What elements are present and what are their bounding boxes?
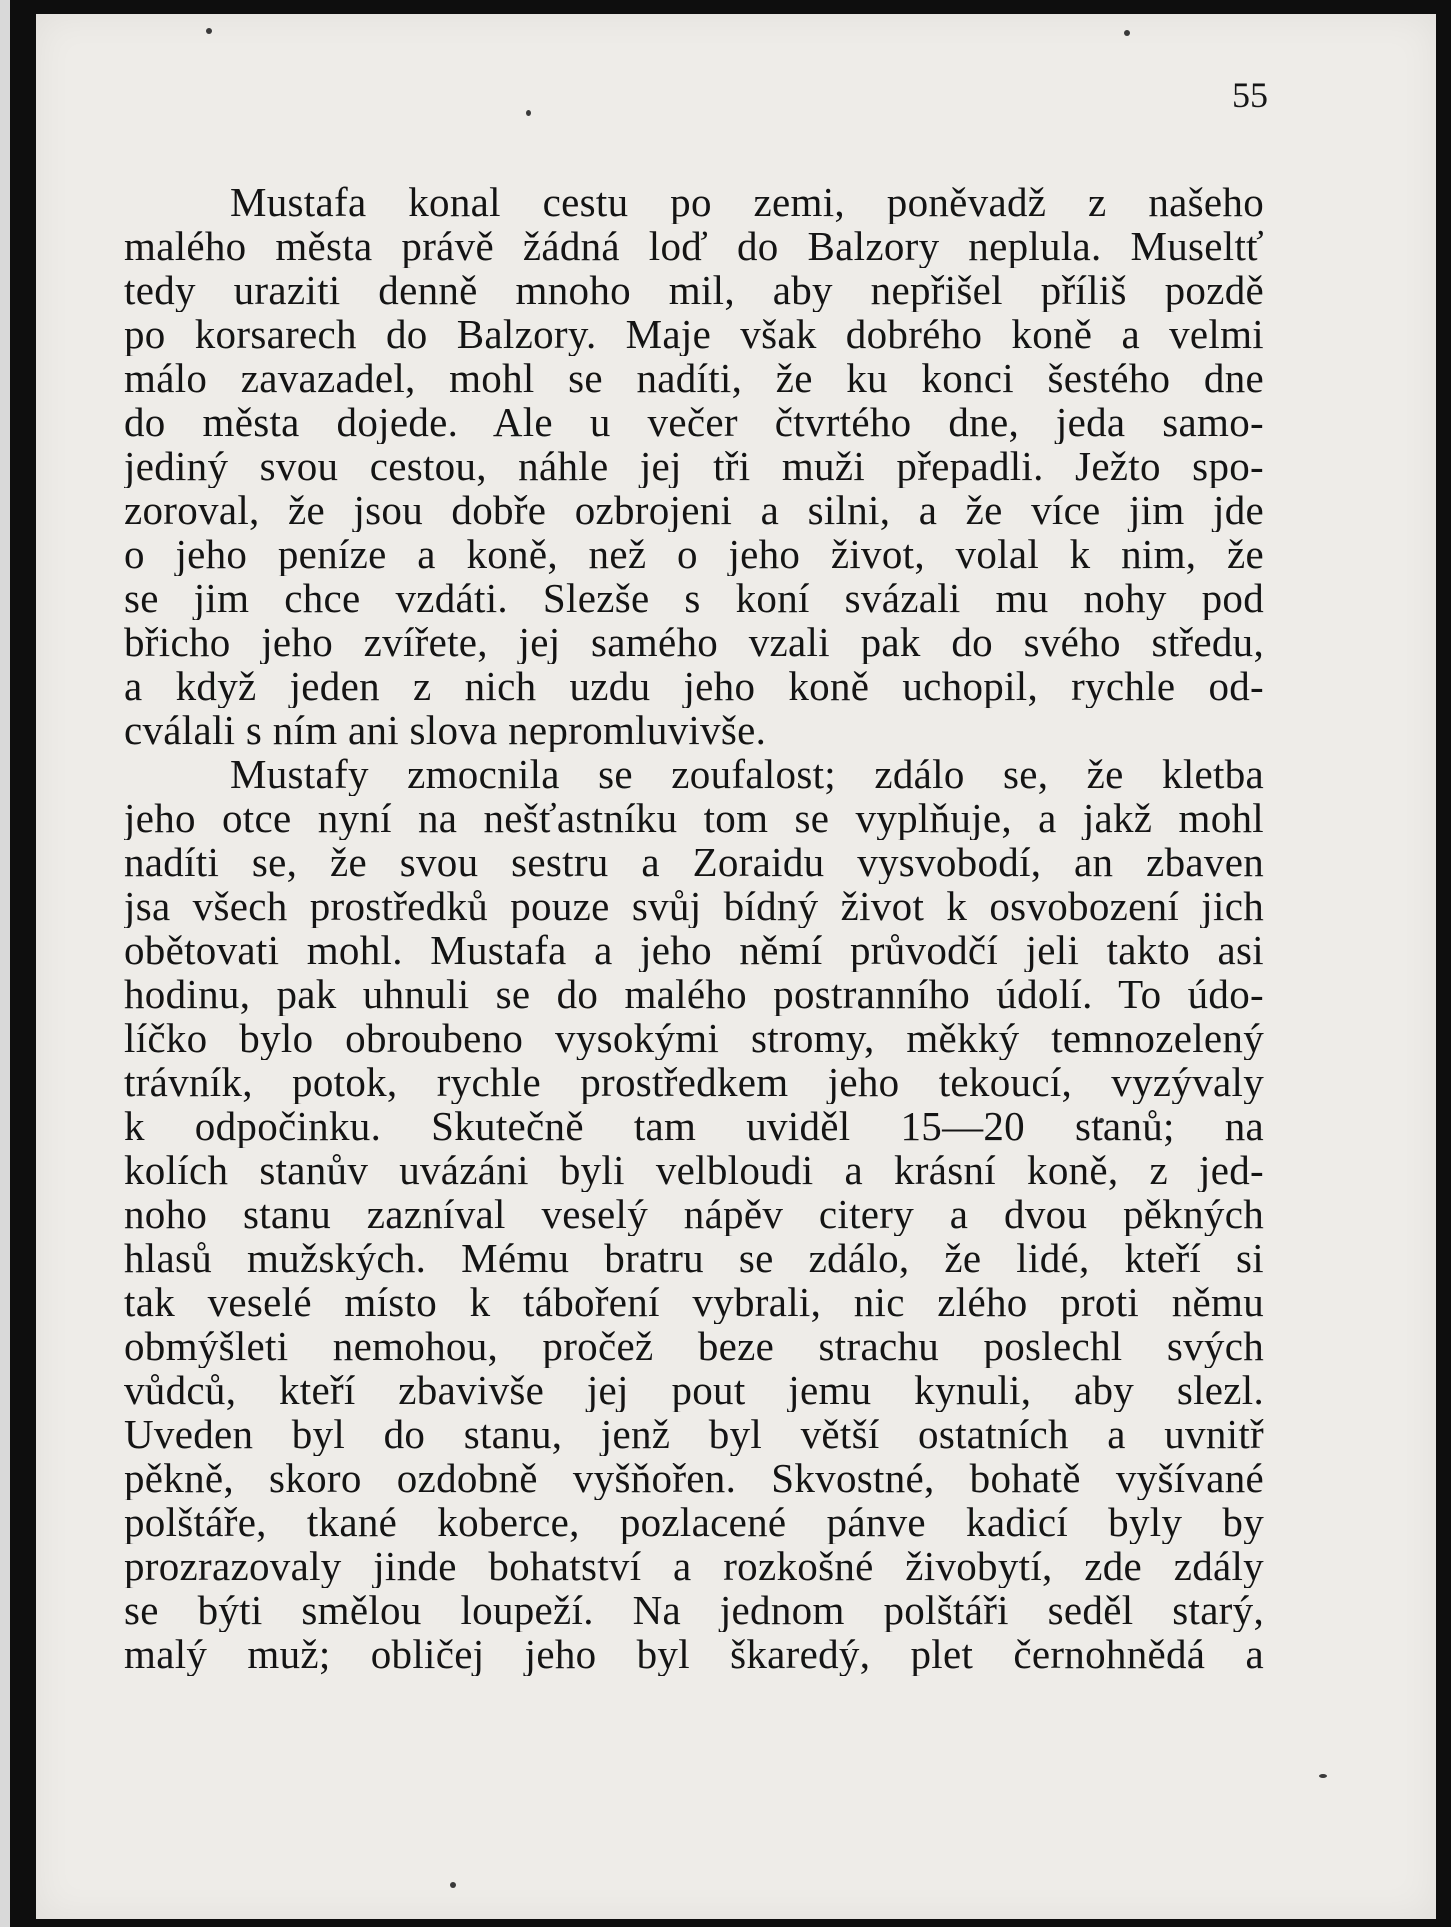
text-line: se býti smělou loupeží. Na jednom polštáři seděl starý, [124, 1588, 1264, 1632]
text-line: malého města právě žádná loď do Balzory neplula. Museltť [124, 224, 1264, 268]
text-line: do města dojede. Ale u večer čtvrtého dne, jeda samo- [124, 400, 1264, 444]
dust-speck [526, 110, 531, 116]
paragraph [124, 180, 1264, 752]
text-line: a když jeden z nich uzdu jeho koně uchopil, rychle od- [124, 664, 1264, 708]
text-line: nadíti se, že svou sestru a Zoraidu vysvobodí, an zbaven [124, 840, 1264, 884]
text-line: vůdců, kteří zbavivše jej pout jemu kynuli, aby slezl. [124, 1368, 1264, 1412]
text-line: obětovati mohl. Mustafa a jeho němí průvodčí jeli takto asi [124, 928, 1264, 972]
text-line: tak veselé místo k táboření vybrali, nic zlého proti němu [124, 1280, 1264, 1324]
text-line: hlasů mužských. Mému bratru se zdálo, že lidé, kteří si [124, 1236, 1264, 1280]
dust-speck [1319, 1774, 1327, 1778]
text-line: po korsarech do Balzory. Maje však dobrého koně a velmi [124, 312, 1264, 356]
text-line: málo zavazadel, mohl se nadíti, že ku konci šestého dne [124, 356, 1264, 400]
text-line: líčko bylo obroubeno vysokými stromy, měkký temnozelený [124, 1016, 1264, 1060]
text-line: jediný svou cestou, náhle jej tři muži přepadli. Ježto spo- [124, 444, 1264, 488]
dust-speck [206, 28, 212, 34]
text-line: břicho jeho zvířete, jej samého vzali pak do svého středu, [124, 620, 1264, 664]
dust-speck [450, 1882, 456, 1888]
text-line: trávník, potok, rychle prostředkem jeho tekoucí, vyzývaly [124, 1060, 1264, 1104]
page-edge [0, 0, 10, 1927]
text-line: malý muž; obličej jeho byl škaredý, plet černohnědá a [124, 1632, 1264, 1676]
text-line: Mustafy zmocnila se zoufalost; zdálo se, že kletba [230, 752, 1264, 796]
text-line: jsa všech prostředků pouze svůj bídný život k osvobození jich [124, 884, 1264, 928]
paragraph [124, 752, 1264, 1676]
text-line: k odpočinku. Skutečně tam uviděl 15—20 stanů; na [124, 1104, 1264, 1148]
page-number: 55 [1232, 75, 1268, 115]
text-line: prozrazovaly jinde bohatství a rozkošné živobytí, zde zdály [124, 1544, 1264, 1588]
body-text [124, 180, 1264, 1676]
text-line: kolích stanův uvázáni byli velbloudi a krásní koně, z jed- [124, 1148, 1264, 1192]
text-line: Uveden byl do stanu, jenž byl větší ostatních a uvnitř [124, 1412, 1264, 1456]
text-line: hodinu, pak uhnuli se do malého postranního údolí. To údo- [124, 972, 1264, 1016]
text-line: se jim chce vzdáti. Slezše s koní svázali mu nohy pod [124, 576, 1264, 620]
text-line: noho stanu zazníval veselý nápěv citery a dvou pěkných [124, 1192, 1264, 1236]
text-line: zoroval, že jsou dobře ozbrojeni a silni, a že více jim jde [124, 488, 1264, 532]
text-line: pěkně, skoro ozdobně vyšňořen. Skvostné, bohatě vyšívané [124, 1456, 1264, 1500]
text-line: Mustafa konal cestu po zemi, poněvadž z našeho [230, 180, 1264, 224]
text-line: obmýšleti nemohou, pročež beze strachu poslechl svých [124, 1324, 1264, 1368]
text-line: cválali s ním ani slova nepromluvivše. [124, 708, 767, 752]
dust-speck [1124, 30, 1130, 36]
text-line: tedy uraziti denně mnoho mil, aby nepřišel příliš pozdě [124, 268, 1264, 312]
text-line: o jeho peníze a koně, než o jeho život, volal k nim, že [124, 532, 1264, 576]
text-line: jeho otce nyní na nešťastníku tom se vyplňuje, a jakž mohl [124, 796, 1264, 840]
text-line: polštáře, tkané koberce, pozlacené pánve kadicí byly by [124, 1500, 1264, 1544]
